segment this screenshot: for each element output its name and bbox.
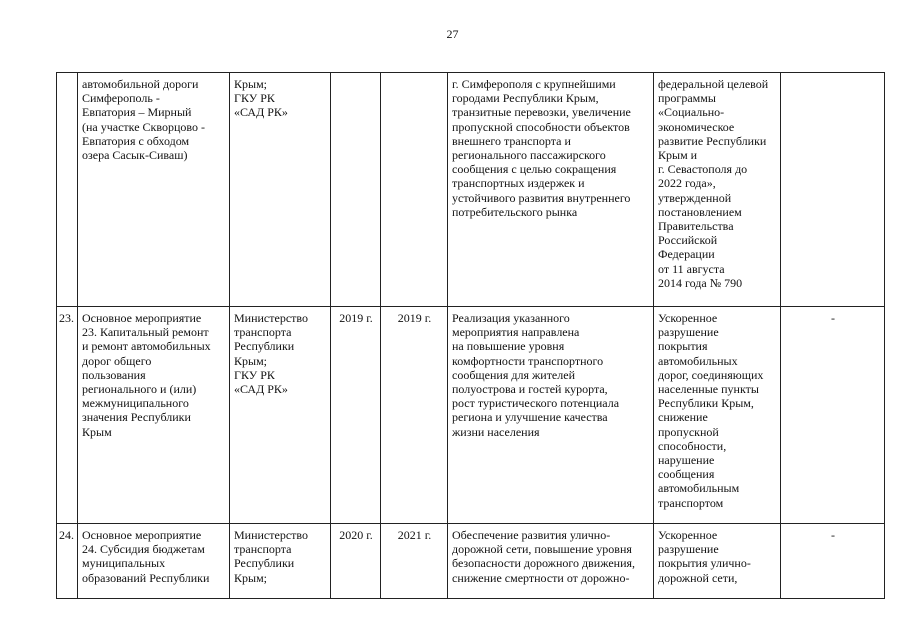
indicator-link-cell bbox=[781, 73, 885, 307]
table-row bbox=[57, 524, 885, 599]
executor-cell: Крым; ГКУ РК «САД РК» bbox=[230, 73, 331, 307]
row-number-cell bbox=[57, 73, 78, 307]
expected-result-cell: г. Симферополя с крупнейшими городами Республики Крым, транзитные перевозки, увеличение пропускной способности объектов внешнего транспорта и регионального пассажирского сообщения с целью сокращения транспортных издержек и устойчивого развития внутреннего потребительского рынка bbox=[448, 73, 654, 307]
non-implementation-consequence-cell: Ускоренное разрушение покрытия автомобильных дорог, соединяющих населенные пункты Республики Крым, снижение пропускной способности, нарушение сообщения автомобильным транспортом bbox=[654, 307, 781, 524]
executor-cell: Министерство транспорта Республики Крым; ГКУ РК «САД РК» bbox=[230, 307, 331, 524]
end-year-cell bbox=[381, 73, 448, 307]
start-year-cell bbox=[331, 73, 381, 307]
program-events-table bbox=[56, 72, 885, 599]
table-row bbox=[57, 73, 885, 307]
event-name-cell: автомобильной дороги Симферополь - Евпатория – Мирный (на участке Скворцово - Евпатория с обходом озера Сасык-Сиваш) bbox=[78, 73, 230, 307]
start-year-cell: 2020 г. bbox=[331, 524, 381, 599]
expected-result-cell: Обеспечение развития улично- дорожной сети, повышение уровня безопасности дорожного движения, снижение смертности от дорожно- bbox=[448, 524, 654, 599]
end-year-cell: 2021 г. bbox=[381, 524, 448, 599]
expected-result-cell: Реализация указанного мероприятия направлена на повышение уровня комфортности транспортного сообщения для жителей полуострова и гостей курорта, рост туристического потенциала региона и улучшение качества жизни населения bbox=[448, 307, 654, 524]
event-name-cell: Основное мероприятие 23. Капитальный ремонт и ремонт автомобильных дорог общего пользования регионального и (или) межмуниципального значения Республики Крым bbox=[78, 307, 230, 524]
row-number-cell: 23. bbox=[57, 307, 78, 524]
event-name-cell: Основное мероприятие 24. Субсидия бюджетам муниципальных образований Республики bbox=[78, 524, 230, 599]
start-year-cell: 2019 г. bbox=[331, 307, 381, 524]
executor-cell: Министерство транспорта Республики Крым; bbox=[230, 524, 331, 599]
page-bottom-crop bbox=[0, 600, 905, 640]
end-year-cell: 2019 г. bbox=[381, 307, 448, 524]
page-number: 27 bbox=[446, 27, 459, 41]
indicator-link-cell: - bbox=[781, 307, 885, 524]
indicator-link-cell: - bbox=[781, 524, 885, 599]
row-number-cell: 24. bbox=[57, 524, 78, 599]
table-row bbox=[57, 307, 885, 524]
non-implementation-consequence-cell: федеральной целевой программы «Социально- экономическое развитие Республики Крым и г. Севастополя до 2022 года», утвержденной постановлением Правительства Российской Федерации от 11 августа 2014 года № 790 bbox=[654, 73, 781, 307]
non-implementation-consequence-cell: Ускоренное разрушение покрытия улично- дорожной сети, bbox=[654, 524, 781, 599]
